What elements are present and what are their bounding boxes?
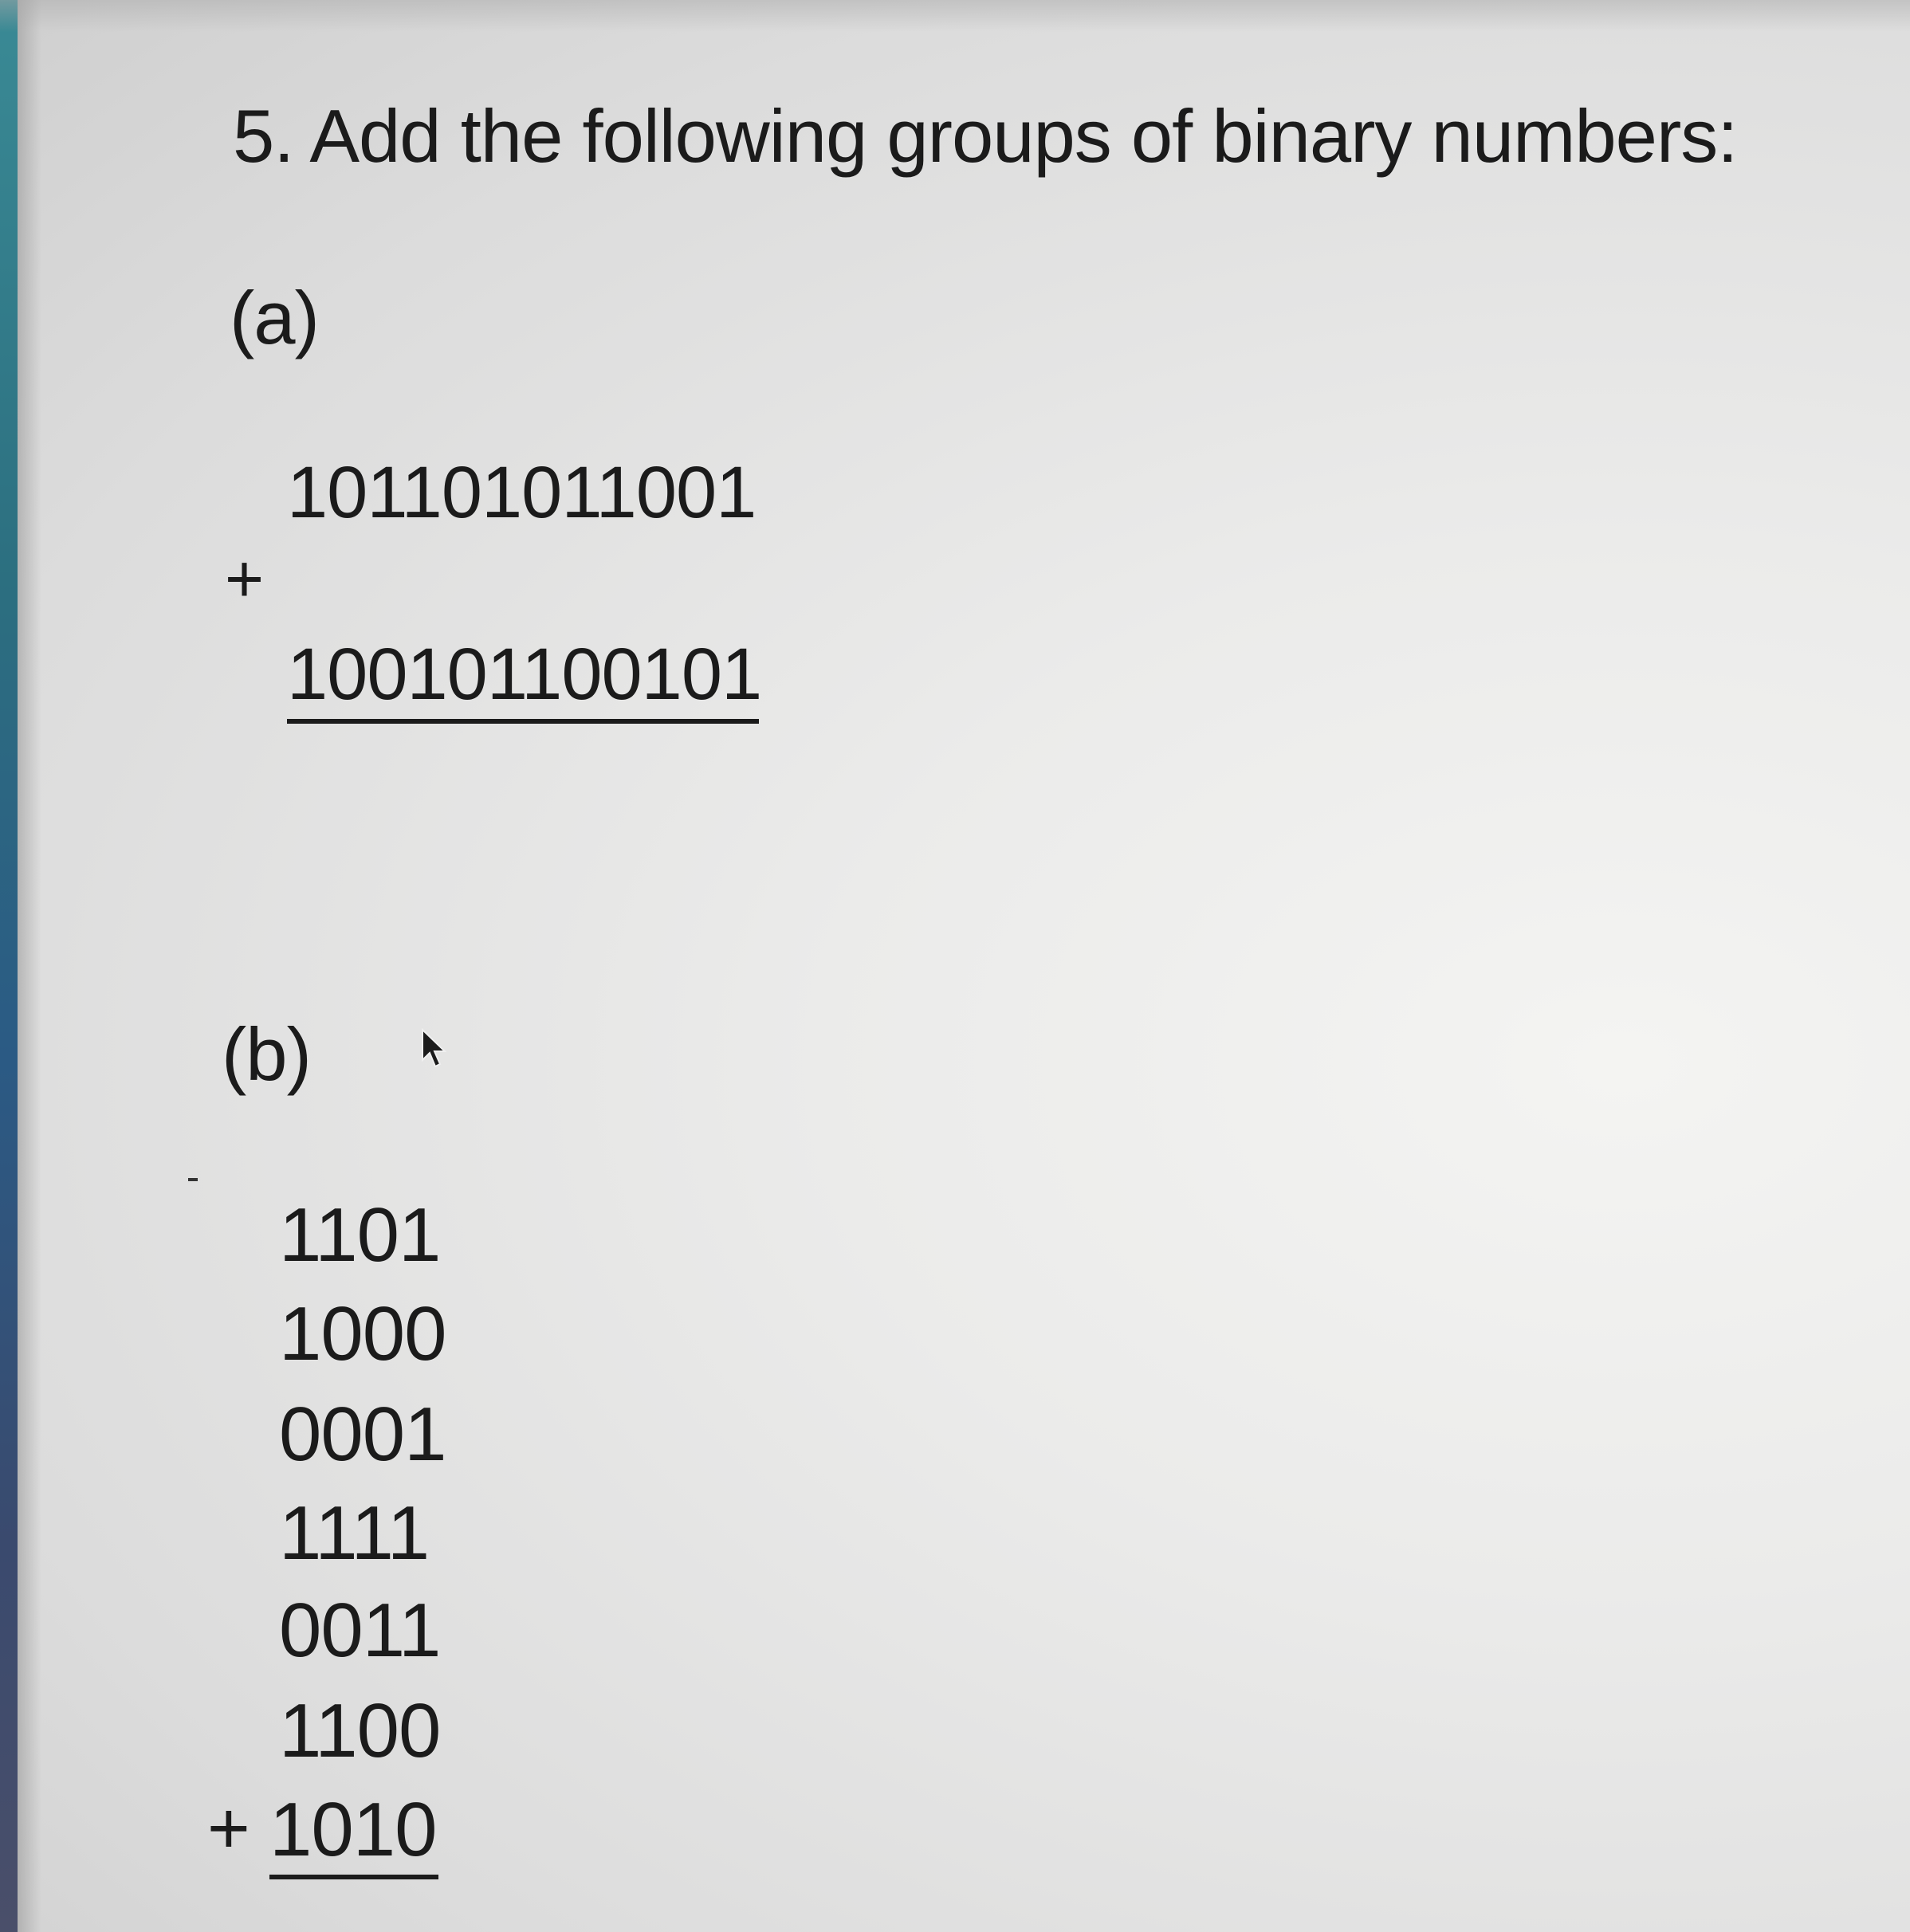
part-a-operand-2: 100101100101: [287, 638, 759, 724]
part-b-label: (b): [222, 1012, 311, 1096]
edge-shadow: [18, 0, 41, 1932]
part-b-operand-3: 0001: [279, 1392, 446, 1477]
part-b-operand-6: 1100: [279, 1688, 441, 1773]
part-b-operand-7: 1010: [269, 1792, 438, 1879]
part-a-label: (a): [230, 276, 319, 359]
part-b-operand-2: 1000: [279, 1291, 446, 1376]
part-b-operand-1: 1101: [279, 1192, 441, 1278]
part-b-plus-sign: +: [207, 1788, 250, 1869]
part-a-plus-sign: +: [225, 541, 264, 616]
mouse-pointer-icon: [419, 1028, 448, 1073]
screen-edge: [0, 0, 18, 1932]
part-b-operand-4: 1111: [279, 1490, 430, 1576]
stray-mark: [188, 1178, 198, 1181]
part-b-operand-5: 0011: [279, 1588, 441, 1673]
top-shadow: [0, 0, 1910, 32]
part-a-operand-1: 101101011001: [287, 452, 757, 533]
question-title: 5. Add the following groups of binary numbers:: [233, 94, 1738, 178]
